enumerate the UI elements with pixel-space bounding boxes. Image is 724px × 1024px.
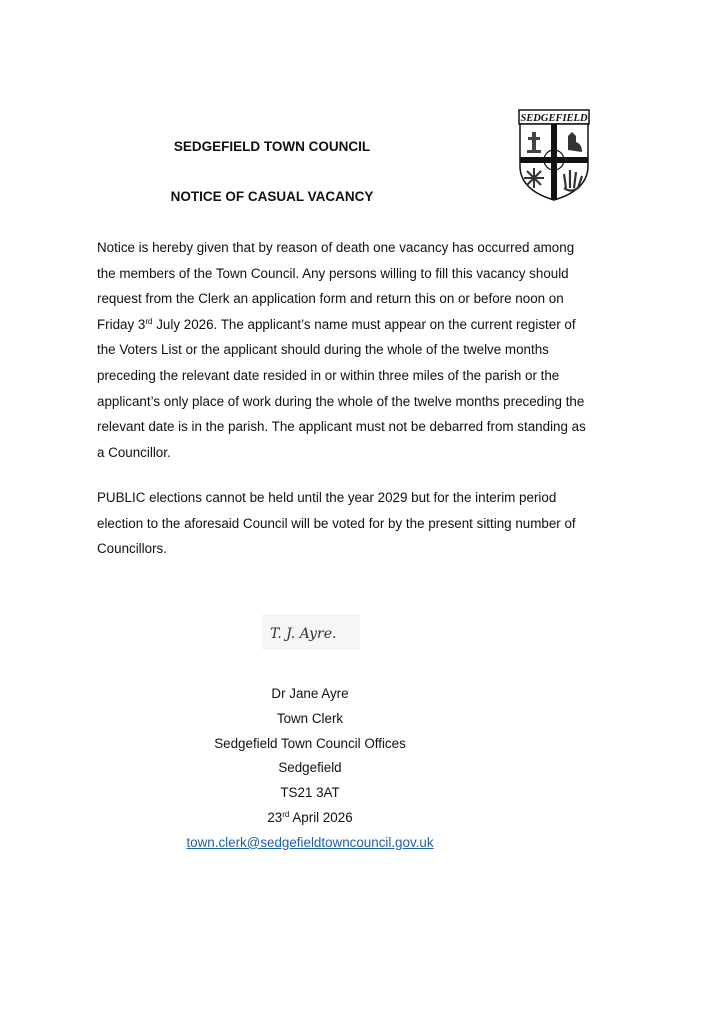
paragraph-line (97, 312, 657, 338)
council-name-heading: SEDGEFIELD TOWN COUNCIL (173, 139, 371, 154)
town-name: Sedgefield (278, 760, 342, 776)
paragraph-line: election to the aforesaid Council will be voted for by the present sitting number of (97, 515, 576, 531)
paragraph-line: the members of the Town Council. Any persons willing to fill this vacancy should (97, 265, 569, 281)
deadline-day: Friday 3 (97, 316, 146, 332)
notice-title-heading: NOTICE OF CASUAL VACANCY (170, 189, 374, 204)
clerk-name: Dr Jane Ayre (271, 686, 349, 701)
elections-paragraph (97, 485, 657, 562)
paragraph-line: a Councillor. (97, 444, 171, 460)
vacancy-notice-paragraph (97, 235, 657, 465)
paragraph-line: the Voters List or the applicant should during the whole of the twelve months (97, 342, 549, 358)
office-name: Sedgefield Town Council Offices (214, 735, 406, 751)
paragraph-line: Notice is hereby given that by reason of death one vacancy has occurred among (97, 240, 575, 255)
date-day: 23 (267, 809, 283, 825)
ordinal-suffix: rd (145, 316, 153, 326)
paragraph-line: PUBLIC elections cannot be held until the year 2029 but for the interim period (97, 490, 557, 505)
paragraph-line: request from the Clerk an application form and return this on or before noon on (97, 291, 564, 307)
date-rest: April 2026 (289, 809, 353, 825)
notice-date (110, 806, 510, 831)
postcode: TS21 3AT (280, 785, 340, 801)
svg-text:T. J. Ayre.: T. J. Ayre. (270, 626, 337, 642)
paragraph-line: relevant date is in the parish. The applicant must not be debarred from standing as (97, 419, 586, 435)
date-ordinal: rd (282, 809, 290, 819)
paragraph-line: applicant’s only place of work during the whole of the twelve months preceding the (97, 393, 585, 409)
paragraph-line: preceding the relevant date resided in or within three miles of the parish or the (97, 367, 560, 383)
svg-text:SEDGEFIELD: SEDGEFIELD (520, 113, 588, 124)
sedgefield-crest-icon (516, 108, 592, 202)
clerk-address-block (110, 682, 510, 856)
clerk-email-link[interactable]: town.clerk@sedgefieldtowncouncil.gov.uk (186, 834, 434, 850)
deadline-rest: July 2026. The applicant’s name must appear on the current register of (152, 316, 576, 332)
clerk-role: Town Clerk (276, 710, 344, 726)
handwritten-signature (262, 614, 360, 650)
paragraph-line: Councillors. (97, 541, 167, 557)
